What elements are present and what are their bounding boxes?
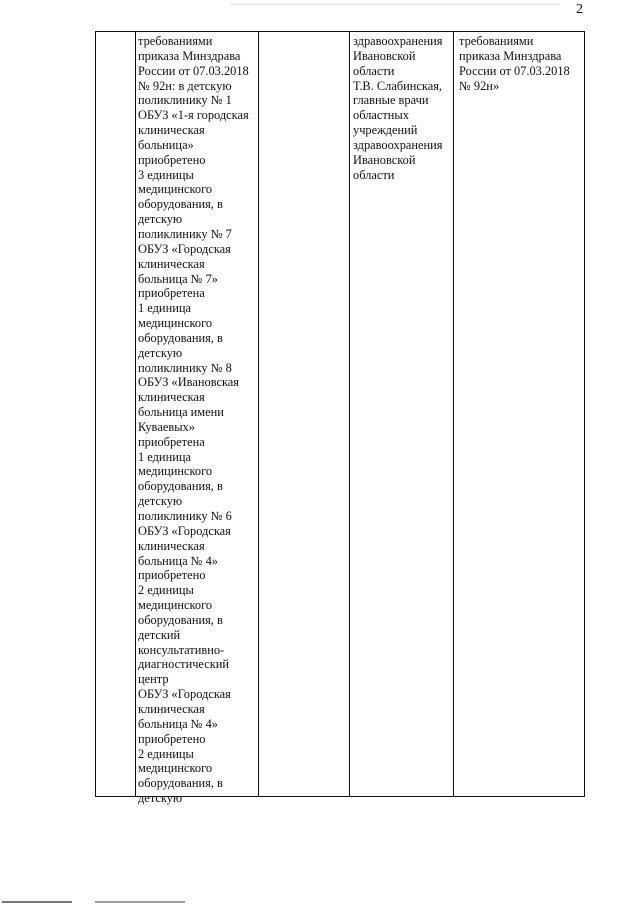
cell-description-line: медицинского — [138, 598, 213, 613]
cell-description-line: приобретена — [138, 286, 205, 301]
scan-artifact-top — [230, 4, 560, 5]
cell-description-line: ОБУЗ «1-я городская — [138, 108, 249, 123]
cell-description-line: клиническая — [138, 701, 205, 716]
cell-description-line: поликлинику № 8 — [138, 360, 232, 375]
cell-description-line: оборудования, в — [138, 330, 223, 345]
cell-description-line: 1 единица — [138, 301, 191, 316]
cell-description-line: 2 единицы — [138, 583, 194, 598]
column-divider — [453, 32, 454, 796]
cell-description-line: медицинского — [138, 182, 213, 197]
table-cell-responsible — [352, 32, 452, 796]
cell-description-line: поликлинику № 7 — [138, 226, 232, 241]
cell-description-line: № 92н: в детскую — [138, 78, 232, 93]
cell-description-line: больница № 4» — [138, 553, 218, 568]
cell-description-line: больница № 4» — [138, 716, 218, 731]
column-divider — [258, 32, 259, 796]
cell-description-line: приобретена — [138, 434, 205, 449]
cell-description-line: клиническая — [138, 123, 205, 138]
cell-description-line: приказа Минздрава — [138, 48, 241, 63]
cell-description-line: больница № 7» — [138, 271, 218, 286]
cell-description-line: медицинского — [138, 761, 213, 776]
cell-description-line: приобретено — [138, 568, 206, 583]
cell-description-line: оборудования, в — [138, 197, 223, 212]
cell-description-line: детскую — [138, 345, 183, 360]
cell-description-line: больница имени — [138, 405, 224, 420]
cell-description-line: детский — [138, 627, 181, 642]
cell-description-line: требованиями — [138, 34, 213, 48]
cell-description-line: ОБУЗ «Городская — [138, 687, 231, 702]
scan-artifact-bottom-left — [2, 901, 72, 903]
cell-description-line: 1 единица — [138, 449, 191, 464]
cell-description-text — [138, 34, 258, 806]
cell-description-line: детскую — [138, 212, 183, 227]
table-cell-result — [456, 32, 582, 796]
cell-description-line: клиническая — [138, 538, 205, 553]
document-table — [95, 31, 585, 806]
cell-result-text: требованиями приказа Минздрава России от 07.03.2018 № 92н» — [459, 34, 570, 93]
cell-description-line: 3 единицы — [138, 167, 194, 182]
cell-description-line: диагностический — [138, 657, 230, 672]
cell-description-line: клиническая — [138, 390, 205, 405]
cell-description-line: приобретено — [138, 731, 206, 746]
cell-description-line: России от 07.03.2018 — [138, 63, 249, 78]
table-cell-description — [136, 32, 258, 806]
scan-artifact-bottom-center — [95, 901, 185, 903]
cell-description-line: клиническая — [138, 256, 205, 271]
cell-description-line: оборудования, в — [138, 776, 223, 791]
cell-description-line: ОБУЗ «Городская — [138, 241, 231, 256]
cell-description-line: поликлинику № 1 — [138, 93, 232, 108]
page-number: 2 — [576, 2, 583, 17]
column-divider — [349, 32, 350, 796]
cell-description-line: медицинского — [138, 316, 213, 331]
cell-description-line: медицинского — [138, 464, 213, 479]
cell-description-line: приобретено — [138, 152, 206, 167]
cell-description-line: оборудования, в — [138, 479, 223, 494]
cell-description-line: поликлинику № 6 — [138, 509, 232, 523]
cell-description-line: ОБУЗ «Городская — [138, 523, 231, 538]
cell-description-line: центр — [138, 672, 169, 687]
cell-description-line: детскую — [138, 791, 183, 806]
cell-responsible-text: здравоохранения Ивановской области Т.В. Слабинская, главные врачи областных учреждений здравоохранения Ивановской области — [353, 34, 443, 182]
cell-description-line: больница» — [138, 137, 194, 152]
cell-description-line: Кувaевых» — [138, 419, 195, 434]
cell-description-line: ОБУЗ «Ивановская — [138, 375, 240, 390]
cell-description-line: оборудования, в — [138, 612, 223, 627]
cell-description-line: детскую — [138, 494, 183, 509]
cell-description-line: консультативно- — [138, 642, 225, 657]
cell-description-line: 2 единицы — [138, 746, 194, 761]
